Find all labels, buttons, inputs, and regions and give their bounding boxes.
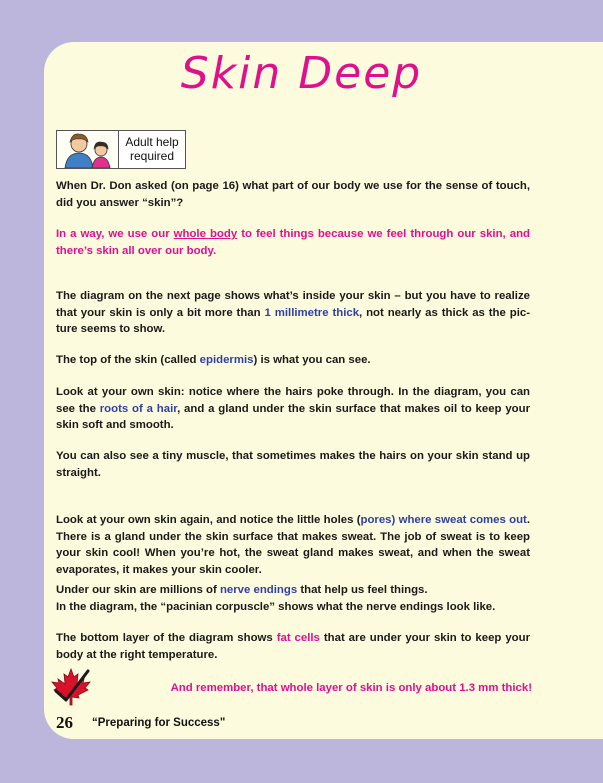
paragraph-sweat: Look at your own skin again, and notice the little holes (pores) where sweat comes out. There is a gland under the skin surface that makes sweat. The job of sweat is to keep your skin cool! When you’re hot, the sweat gland makes sweat, and when the sweat evaporates, it makes your skin cooler.: [56, 514, 530, 576]
paragraph-nerves: Under our skin are millions of nerve endings that help us feel things. In the diagram, the “pacinian corpuscle” shows what the nerve endings look like.: [56, 584, 496, 613]
paragraph-remember: And remember, that whole layer of skin is only about 1.3 mm thick!: [170, 682, 532, 694]
paragraph-fat: The bottom layer of the diagram shows fat cells that are under your skin to keep your body at the right temperature.: [56, 632, 531, 661]
footer-book-title: “Preparing for Success": [92, 717, 226, 729]
paragraph-diagram: The diagram on the next page shows what’s inside your skin – but you have to realize that your skin is only a bit more than 1 millimetre thick, not nearly as thick as the pic-ture seems to show.: [56, 290, 531, 335]
maple-leaf-icon: [50, 667, 92, 712]
paragraph-whole-body: In a way, we use our whole body to feel things because we feel through our skin, and there’s skin all over our body.: [56, 228, 530, 257]
adult-help-badge: [56, 130, 186, 169]
adult-child-illustration: [57, 131, 119, 168]
adult-help-label: Adult help required: [125, 135, 179, 163]
paragraph-hair: Look at your own skin: notice where the hairs poke through. In the diagram, you can see the roots of a hair, and a gland under the skin surface that makes oil to keep your skin soft and smooth.: [56, 386, 531, 431]
page-number: 26: [56, 713, 73, 732]
paragraph-epidermis: The top of the skin (called epidermis) is what you can see.: [56, 354, 371, 366]
paragraph-intro: When Dr. Don asked (on page 16) what part of our body we use for the sense of touch, did you answer “skin”?: [56, 180, 530, 209]
page-title: Skin Deep: [180, 48, 423, 99]
paragraph-muscle: You can also see a tiny muscle, that sometimes makes the hairs on your skin stand up straight.: [56, 450, 530, 479]
